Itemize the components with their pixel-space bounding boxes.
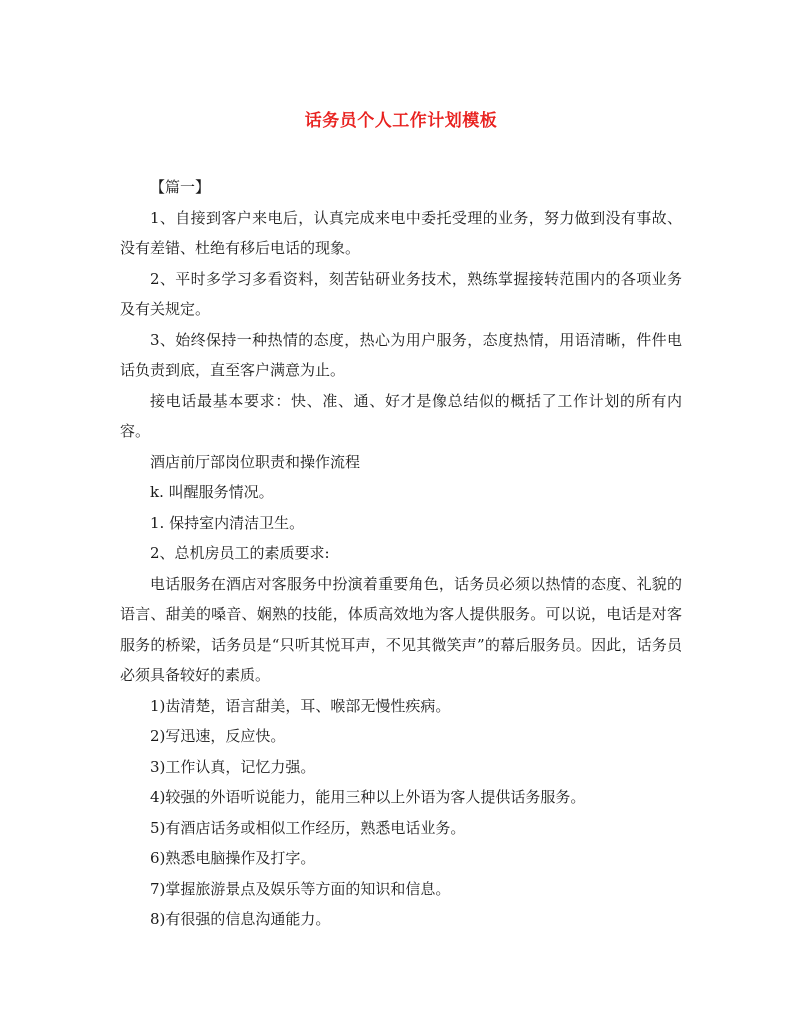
list-item: 4)较强的外语听说能力，能用三种以上外语为客人提供话务服务。: [150, 788, 586, 806]
list-item: 7)掌握旅游景点及娱乐等方面的知识和信息。: [150, 879, 451, 898]
list-item: 1)齿清楚，语言甜美，耳、喉部无慢性疾病。: [150, 696, 451, 715]
list-item: 5)有酒店话务或相似工作经历，熟悉电话业务。: [150, 818, 466, 837]
list-item: 8)有很强的信息沟通能力。: [150, 910, 331, 928]
paragraph: 2、平时多学习多看资料，刻苦钻研业务技术，熟练掌握接转范围内的各项业务及有关规定。: [120, 269, 682, 318]
list-item: 6)熟悉电脑操作及打字。: [150, 849, 316, 867]
paragraph: 酒店前厅部岗位职责和操作流程: [150, 452, 361, 471]
paragraph: 接电话最基本要求：快、准、通、好才是像总结似的概括了工作计划的所有内容。: [120, 391, 682, 440]
document-body: [120, 172, 682, 935]
paragraph: 电话服务在酒店对客服务中扮演着重要角色，话务员必须以热情的态度、礼貌的语言、甜美的嗓音、娴熟的技能，体质高效地为客人提供服务。可以说，电话是对客服务的桥梁，话务员是“只听其悦耳声，不见其微笑声”的幕后服务员。因此，话务员必须具备较好的素质。: [120, 574, 682, 684]
list-item: 2)写迅速，反应快。: [150, 727, 286, 745]
list-item: 3)工作认真，记忆力强。: [150, 757, 316, 776]
paragraph: 3、始终保持一种热情的态度，热心为用户服务，态度热情，用语清晰，件件电话负责到底，直至客户满意为止。: [120, 330, 682, 379]
paragraph: 1. 保持室内清洁卫生。: [150, 513, 305, 532]
section-heading: 【篇一】: [150, 178, 211, 196]
document-title: 话务员个人工作计划模板: [304, 111, 498, 131]
paragraph: 2、总机房员工的素质要求:: [150, 544, 330, 562]
paragraph: 1、自接到客户来电后，认真完成来电中委托受理的业务，努力做到没有事故、没有差错、杜绝有移后电话的现象。: [120, 208, 682, 257]
paragraph: k. 叫醒服务情况。: [150, 483, 274, 501]
